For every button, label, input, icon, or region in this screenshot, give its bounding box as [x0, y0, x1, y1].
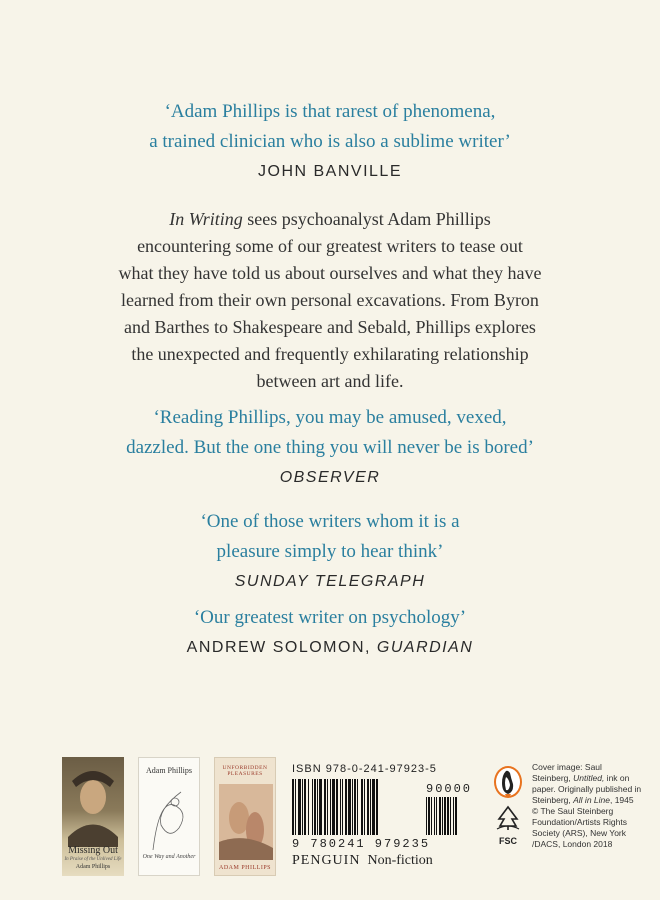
quote-attribution: OBSERVER	[279, 469, 381, 486]
description-text: sees psychoanalyst Adam Phillips	[242, 209, 491, 229]
barcode-bar	[348, 779, 351, 835]
barcode-addon-bar	[450, 797, 451, 835]
quote-banville	[0, 97, 660, 187]
credit-text: , 1945 © The Saul Steinberg Foundation/Artists Rights Society (ARS), New York /DACS, London 2018	[532, 795, 634, 849]
barcode-bar	[295, 779, 296, 835]
barcode-addon-bar	[442, 797, 443, 835]
quote-guardian	[0, 603, 660, 663]
barcode-bar	[332, 779, 335, 835]
book-cover-missing-out	[62, 757, 124, 876]
cover-author: Adam Phillips	[145, 766, 192, 775]
description-line: what they have told us about ourselves and what they have	[118, 263, 542, 283]
barcode-bar	[298, 779, 301, 835]
description-line: encountering some of our greatest writers to tease out	[137, 236, 523, 256]
publisher-name: PENGUIN	[292, 853, 361, 868]
fsc-logo	[493, 805, 523, 846]
quote-attribution: SUNDAY TELEGRAPH	[234, 573, 426, 590]
quote-attribution-publication: GUARDIAN	[376, 639, 474, 656]
cover-title: Missing Out	[68, 845, 118, 856]
barcode-number: 9 780241 979235	[292, 837, 431, 851]
quote-attribution: JOHN BANVILLE	[258, 163, 402, 180]
cover-title: UNFORBIDDEN PLEASURES	[222, 765, 268, 777]
price-code: 90000	[426, 782, 473, 796]
barcode-bar	[312, 779, 313, 835]
cover-subtitle: In Praise of the Unlived Life	[64, 857, 122, 862]
fsc-label: FSC	[499, 836, 517, 846]
quote-text: ‘Our greatest writer on psychology’	[193, 607, 467, 628]
barcode-addon-bar	[428, 797, 430, 835]
barcode-bar	[370, 779, 371, 835]
barcode-bar	[314, 779, 316, 835]
barcode-bar	[327, 779, 328, 835]
fsc-tree-icon	[495, 805, 521, 831]
barcode-bar	[357, 779, 358, 835]
barcode-bar	[324, 779, 326, 835]
barcode-bar	[376, 779, 378, 835]
barcode-bar	[340, 779, 341, 835]
cover-author: Adam Phillips	[75, 864, 111, 870]
barcode-bar	[345, 779, 347, 835]
barcode-addon-bar	[434, 797, 435, 835]
barcode-addon-bar	[431, 797, 432, 835]
quote-text: ‘Reading Phillips, you may be amused, vexed,	[153, 407, 507, 428]
barcode-bar	[330, 779, 331, 835]
description-line	[0, 206, 660, 233]
credit-text-italic: All in Line	[573, 795, 610, 805]
description-line: the unexpected and frequently exhilarating relationship	[131, 344, 529, 364]
penguin-logo-icon	[493, 765, 523, 799]
quote-text: a trained clinician who is also a sublime writer’	[149, 131, 511, 152]
barcode-bar	[372, 779, 375, 835]
book-cover-one-way	[138, 757, 200, 876]
barcode-bar	[319, 779, 322, 835]
quote-attribution-name: ANDREW SOLOMON,	[186, 639, 377, 656]
barcode-bar	[302, 779, 303, 835]
cover-title: One Way and Another	[142, 854, 196, 860]
quote-text: dazzled. But the one thing you will never be is bored’	[126, 437, 534, 458]
barcode-bar	[292, 779, 294, 835]
description-line: learned from their own personal excavations. From Byron	[121, 290, 539, 310]
barcode-bar	[308, 779, 309, 835]
credit-text: Cover image: Saul Steinberg,	[532, 762, 602, 783]
barcode-addon-bar	[455, 797, 457, 835]
barcode-bar	[354, 779, 356, 835]
line-drawing-image	[139, 780, 200, 860]
barcode-bar	[352, 779, 353, 835]
book-description	[0, 206, 660, 395]
barcode-bar	[342, 779, 343, 835]
barcode-bar	[317, 779, 318, 835]
barcode-bar	[361, 779, 363, 835]
barcode-addon-bar	[426, 797, 427, 835]
barcode-addon-bar	[453, 797, 454, 835]
book-title: In Writing	[169, 209, 243, 229]
isbn-label: ISBN 978-0-241-97923-5	[292, 763, 437, 775]
barcode-addon-bar	[447, 797, 449, 835]
quote-telegraph	[0, 507, 660, 597]
description-line: between art and life.	[256, 371, 404, 391]
barcode-bar	[367, 779, 369, 835]
barcode-addon-bar	[436, 797, 437, 835]
cover-credit	[532, 762, 642, 850]
book-category: Non-fiction	[367, 853, 433, 868]
quote-observer	[0, 403, 660, 493]
publisher-line	[292, 853, 433, 869]
painting-image	[215, 782, 276, 862]
quote-text: ‘One of those writers whom it is a	[200, 511, 460, 532]
quote-text: pleasure simply to hear think’	[216, 541, 444, 562]
description-line: and Barthes to Shakespeare and Sebald, Phillips explores	[124, 317, 536, 337]
quote-text: ‘Adam Phillips is that rarest of phenomena,	[164, 101, 496, 122]
barcode-bar	[304, 779, 306, 835]
barcode-bar	[364, 779, 365, 835]
credit-text-italic: Untitled,	[573, 773, 605, 783]
barcode-bar	[336, 779, 338, 835]
credit-text: ink on paper. Originally published in Steinberg,	[532, 773, 642, 805]
barcode-addon-bar	[439, 797, 441, 835]
cover-author: ADAM PHILLIPS	[218, 865, 271, 871]
barcode-addon-bar	[444, 797, 446, 835]
book-cover-unforbidden-pleasures	[214, 757, 276, 876]
